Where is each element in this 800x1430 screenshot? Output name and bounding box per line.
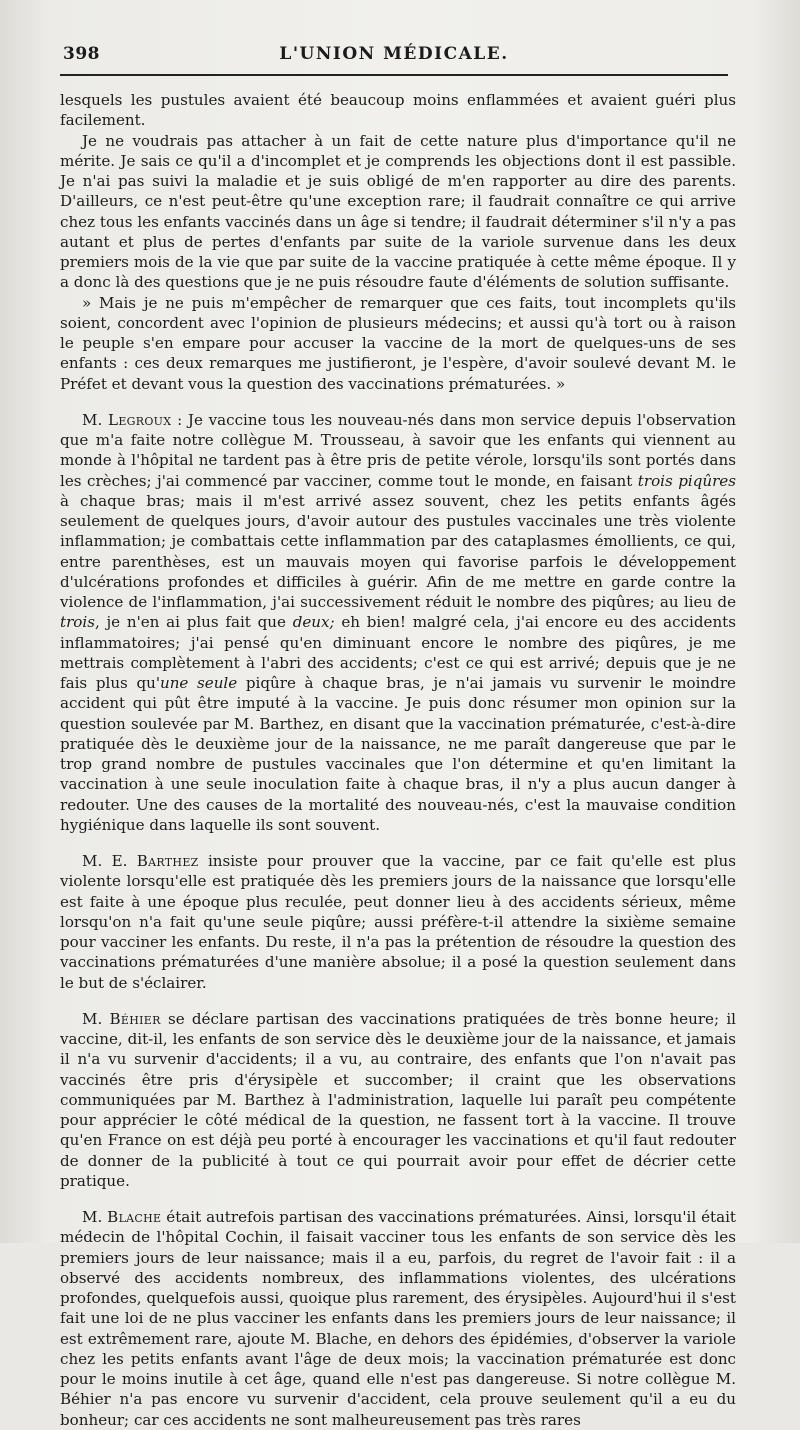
running-title: L'UNION MÉDICALE.	[279, 44, 509, 64]
text-run: , je n'en ai plus fait que	[94, 613, 293, 632]
header-rule	[60, 74, 728, 76]
italic-text: une seule	[159, 674, 238, 692]
speaker-prefix: M.	[82, 1208, 108, 1226]
speaker-prefix: M.	[82, 1009, 110, 1028]
text-run: était autrefois partisan des vaccinations prématurées. Ainsi, lorsqu'il était médecin de l'hôpital Cochin, il faisait vacciner tous les enfants de son service dès les premiers jours de leur naissance; mais il a eu, parfois, du regret de l'avoir fait : il a observé des accidents nombreux, des inflammations violentes, des ulcérations profondes, quelquefois aussi, quoique plus rarement, des érysipèles. Aujourd'hui il s'est fait une loi de ne plus vacciner les enfants dans les premiers jours de leur naissance; il est extrêmement rare, ajoute M. Blache, en dehors des épidémies, d'observer la variole chez les petits enfants avant l'âge de deux mois; la vaccination prématurée est donc pour le moins inutile à cet âge, quand elle n'est pas dangereuse. Si notre collègue M. Béhier n'a pas encore vu survenir d'accident, cela prouve seulement qu'il a eu du bonheur; car ces accidents ne sont malheureusement pas très rares	[60, 1208, 736, 1429]
italic-text: deux;	[292, 613, 335, 632]
discussion-legroux	[60, 410, 736, 835]
paragraph-continued: lesquels les pustules avaient été beaucoup moins enflammées et avaient guéri plus facilement.	[60, 91, 736, 130]
text-run: : Je vaccine tous les nouveau-nés dans mon service depuis l'observation que m'a faite notre collègue M. Trousseau, à savoir que les enfants qui viennent au monde à l'hôpital ne tardent pas à être pris de petite vérole, lorsqu'ils sont portés dans les crèches; j'ai commencé par vacciner, comme tout le monde, en faisant	[60, 410, 736, 490]
page-number: 398	[63, 44, 100, 64]
speaker-name: Legroux	[108, 410, 172, 429]
speaker-prefix: M.	[82, 410, 108, 429]
text-run: se déclare partisan des vaccinations pratiquées de très bonne heure; il vaccine, dit-il, les enfants de son service dès le deuxième jour de la naissance, et jamais il n'a vu survenir d'accidents; il a vu, au contraire, des enfants que l'on n'avait pas vaccinés être pris d'érysipèle et succomber; il craint que les observations communiquées par M. Barthez à l'administration, laquelle lui paraît peu compétente pour apprécier le côté médical de la question, ne fassent tort à la vaccine. Il trouve qu'en France on est déjà peu porté à encourager les vaccinations et qu'il faut redouter de donner de la publicité à tout ce qui pourrait avoir pour effet de décrier cette pratique.	[60, 1009, 736, 1190]
speaker-prefix: M. E.	[82, 852, 137, 870]
speaker-name: Blache	[107, 1208, 162, 1226]
speaker-name: Barthez	[136, 852, 199, 870]
italic-text: trois piqûres	[637, 471, 736, 490]
discussion-blache	[60, 1207, 736, 1430]
discussion-behier	[60, 1009, 736, 1191]
article-body	[60, 90, 736, 1430]
italic-text: trois	[60, 613, 95, 632]
page-header	[60, 44, 728, 70]
paragraph-quote: » Mais je ne puis m'empêcher de remarquer que ces faits, tout incomplets qu'ils soient, concordent avec l'opinion de plusieurs médecins; et aussi qu'à tort ou à raison le peuple s'en empare pour accuser la vaccine de la mort de quelques-uns de ses enfants : ces deux remarques me justifieront, je l'espère, d'avoir soulevé devant M. le Préfet et devant vous la question des vaccinations prématurées. »	[60, 293, 736, 393]
paragraph: Je ne voudrais pas attacher à un fait de cette nature plus d'importance qu'il ne mérite. Je sais ce qu'il a d'incomplet et je comprends les objections dont il est passible. Je n'ai pas suivi la maladie et je suis obligé de m'en rapporter au dire des parents. D'ailleurs, ce n'est peut-être qu'une exception rare; il faudrait connaître ce qui arrive chez tous les enfants vaccinés dans un âge si tendre; il faudrait déterminer s'il n'y a pas autant et plus de pertes d'enfants par suite de la variole survenue dans les deux premiers mois de la vie que par suite de la vaccine pratiquée à cette même époque. Il y a donc là des questions que je ne puis résoudre faute d'éléments de solution suffisante.	[60, 131, 736, 292]
speaker-name: Béhier	[109, 1009, 161, 1028]
text-run: eh bien! malgré cela, j'ai encore eu des accidents inflammatoires; j'ai pensé qu'en diminuant encore le nombre des piqûres, je me mettrais complètement à l'abri des accidents; c'est ce qui est arrivé; depuis que je ne fais plus qu'	[60, 613, 736, 692]
discussion-barthez	[60, 851, 736, 993]
text-run: piqûre à chaque bras, je n'ai jamais vu survenir le moindre accident qui pût être imputé à la vaccine. Je puis donc résumer mon opinion sur la question soulevée par M. Barthez, en disant que la vaccination prématurée, c'est-à-dire pratiquée dès le deuxième jour de la naissance, ne me paraît dangereuse que par le trop grand nombre de pustules vaccinales que l'on détermine et qu'en limitant la vaccination à une seule inoculation faite à chaque bras, il n'y a plus aucun danger à redouter. Une des causes de la mortalité des nouveau-nés, c'est la mauvaise condition hygiénique dans laquelle ils sont souvent.	[60, 674, 736, 834]
text-run: insiste pour prouver que la vaccine, par ce fait qu'elle est plus violente lorsqu'elle est pratiquée dès les premiers jours de la naissance que lorsqu'elle est faite à une époque plus reculée, peut donner lieu à des accidents sérieux, même lorsqu'on n'a fait qu'une seule piqûre; aussi préfère-t-il attendre la sixième semaine pour vacciner les enfants. Du reste, il n'a pas la prétention de résoudre la question des vaccinations prématurées d'une manière absolue; il a posé la question seulement dans le but de s'éclairer.	[60, 852, 736, 992]
text-run: à chaque bras; mais il m'est arrivé assez souvent, chez les petits enfants âgés seulement de quelques jours, d'avoir autour des pustules vaccinales une très violente inflammation; je combattais cette inflammation par des cataplasmes émollients, ce qui, entre parenthèses, est un mauvais moyen qui favorise parfois le développement d'ulcérations profondes et difficiles à guérir. Afin de me mettre en garde contre la violence de l'inflammation, j'ai successivement réduit le nombre des piqûres; au lieu de	[60, 491, 736, 611]
